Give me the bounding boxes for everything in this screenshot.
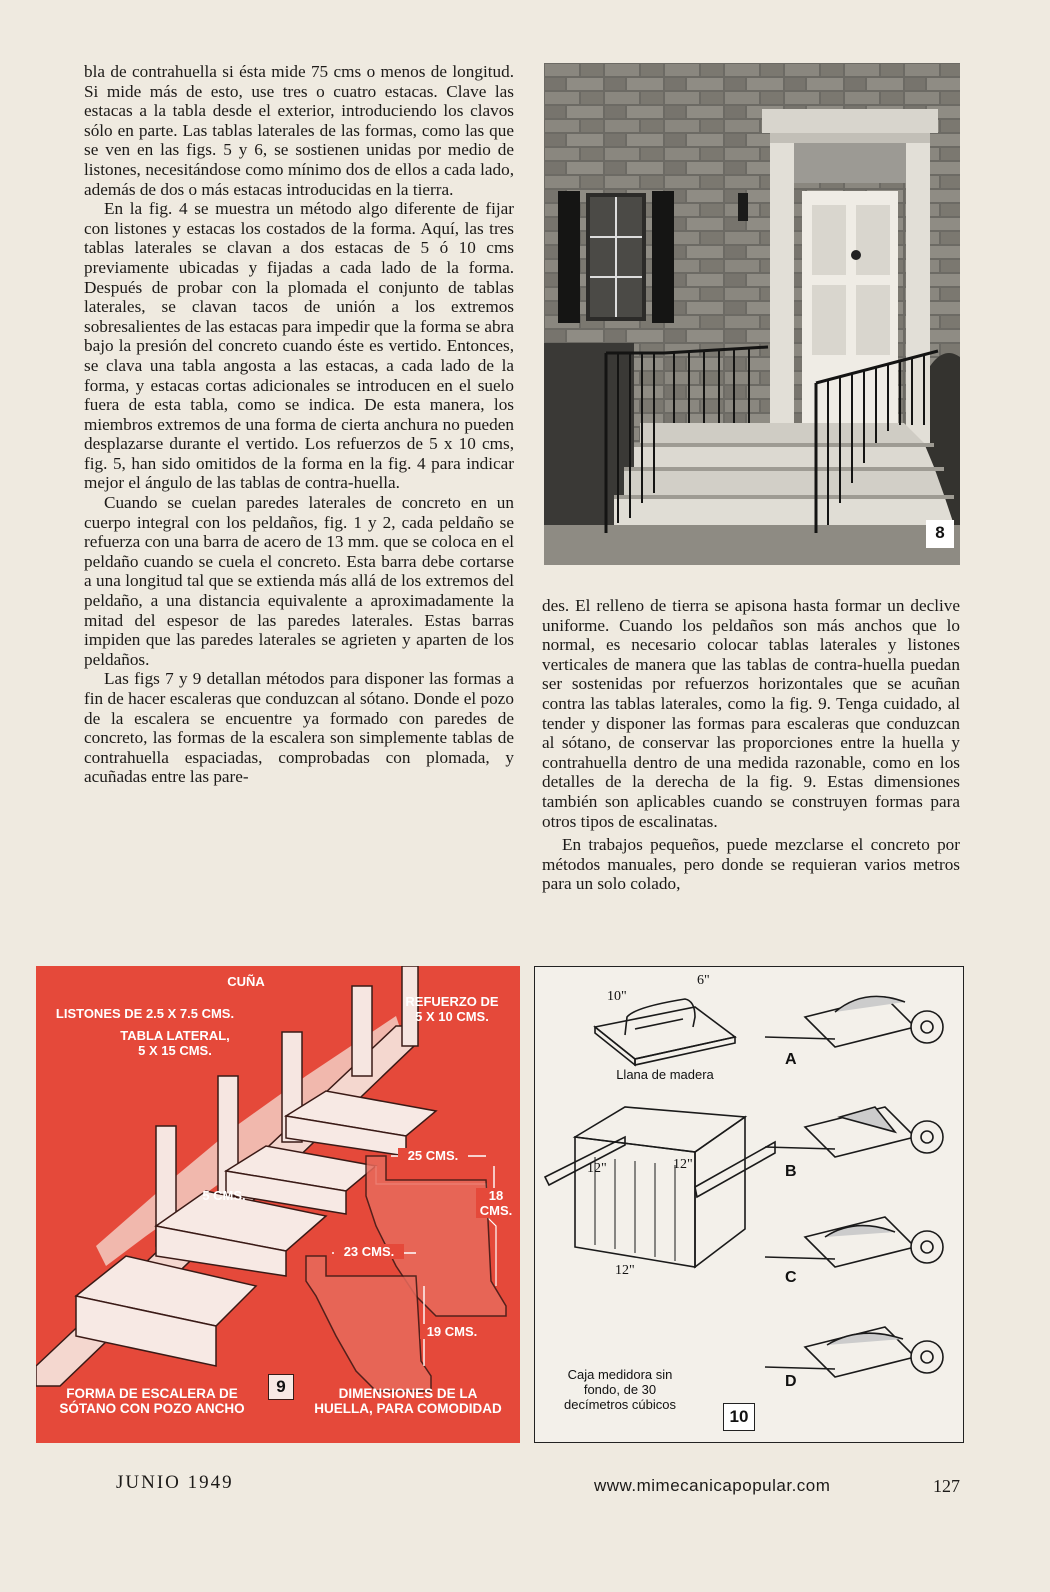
label-25cms: 25 CMS.: [398, 1148, 468, 1163]
label-19cms: 19 CMS.: [420, 1324, 484, 1339]
label-listones: LISTONES DE 2.5 X 7.5 CMS.: [55, 1006, 235, 1021]
figure-9-stair-form: [36, 966, 520, 1443]
paragraph: En la fig. 4 se muestra un método algo diferente de fijar con listones y estacas los costados de la forma. Aquí, las tres tablas laterales se clavan a dos estacas de 5 ó 10 cms previamente ubicadas y fijadas a cada lado de la forma. Después de probar con la plomada el conjunto de tablas laterales, se clavan tacos de unión a los extremos sobresalientes de las estacas para impedir que la forma se abra bajo la presión del concreto cuando éste es vertido. Entonces, se clava una tabla angosta a las estacas, a cada lado de la forma, y estacas cortas adicionales se introducen en el suelo fuera de esta tabla, como se indica. De esta manera, los miembros extremos de una forma de cierta anchura no pueden desplazarse durante el vertido. Los refuerzos de 5 x 10 cms, fig. 5, han sido omitidos de la forma en la fig. 4 para indicar mejor el ángulo de las tablas de contra-huella.: [84, 199, 514, 493]
figure-number: 9: [268, 1374, 294, 1400]
stair-form-drawing: [36, 966, 520, 1443]
page-number: 127: [933, 1476, 960, 1496]
house-steps-illustration: [544, 63, 960, 565]
label-c: C: [785, 1269, 797, 1286]
label-tabla-lateral: TABLA LATERAL, 5 X 15 CMS.: [120, 1028, 230, 1058]
label-cuna: CUÑA: [227, 974, 265, 989]
label-23cms: 23 CMS.: [334, 1244, 404, 1259]
dim-10in: 10": [607, 989, 627, 1004]
label-llana-de-madera: Llana de madera: [616, 1067, 714, 1082]
text-column-left: [84, 62, 514, 787]
figure-number: 8: [926, 520, 954, 548]
paragraph: En trabajos pequeños, puede mezclarse el concreto por métodos manuales, pero donde se requieran varios metros para un solo colado,: [542, 835, 960, 894]
figure-10-tools: [534, 966, 964, 1443]
label-a: A: [785, 1051, 797, 1068]
label-caja-medidora: Caja medidora sin fondo, de 30 decímetros cúbicos: [564, 1367, 676, 1412]
issue-date: JUNIO 1949: [116, 1472, 234, 1493]
dim-12in-left: 12": [587, 1161, 607, 1176]
caption-left: FORMA DE ESCALERA DE SÓTANO CON POZO ANCHO: [59, 1386, 245, 1416]
text-column-right: [542, 596, 960, 894]
dim-12in-height: 12": [615, 1263, 635, 1278]
label-d: D: [785, 1373, 797, 1390]
paragraph: des. El relleno de tierra se apisona hasta formar un declive uniforme. Cuando los peldaños son más anchos que lo normal, es necesario colocar tablas laterales y listones verticales de manera que las tablas de contra-huella puedan ser sostenidas por refuerzos horizontales que se acuñan contra las tablas laterales, como la fig. 9. Tenga cuidado, al tender y disponer las formas para escaleras que conduzcan al sótano, de conservar las proporciones entre la huella y contrahuella dentro de una medida razonable, como en los detalles de la derecha de la fig. 9. Estas dimensiones también son aplicables cuando se construyen formas para otros tipos de escalinatas.: [542, 596, 960, 831]
photo-house-entrance-steps: [544, 63, 960, 565]
website-url[interactable]: www.mimecanicapopular.com: [594, 1476, 831, 1495]
caption-right: DIMENSIONES DE LA HUELLA, PARA COMODIDAD: [314, 1386, 502, 1416]
paragraph: Las figs 7 y 9 detallan métodos para disponer las formas a fin de hacer escaleras que conduzcan al sótano. Donde el pozo de la escalera se encuentre ya formado con paredes de concreto, las formas de la escalera son simplemente tablas de contrahuella espaciadas, comprobadas con plomada, y acuñadas entre las pare-: [84, 669, 514, 787]
figure-number: 10: [723, 1403, 755, 1431]
dim-6in: 6": [697, 973, 710, 988]
paragraph: Cuando se cuelan paredes laterales de concreto en un cuerpo integral con los peldaños, fig. 1 y 2, cada peldaño se refuerza con una barra de acero de 13 mm. que se coloca en el peldaño cuando se cuela el concreto. Esta barra debe cortarse a una longitud tal que se extienda más allá de los extremos del peldaño, a una distancia equivalente a aproximadamente la mitad del espesor de las paredes laterales. Estas barras impiden que las paredes laterales se agrieten y aparten de los peldaños.: [84, 493, 514, 669]
label-refuerzo: REFUERZO DE 5 X 10 CMS.: [405, 994, 499, 1024]
label-b: B: [785, 1163, 797, 1180]
label-18cms: 18 CMS.: [476, 1188, 516, 1218]
paragraph: bla de contrahuella si ésta mide 75 cms o menos de longitud. Si mide más de esto, use tres o cuatro estacas. Clave las estacas a la tabla desde el exterior, introduciendo los clavos sólo en parte. Las tablas laterales de las formas, como las que se ven en las figs. 5 y 6, se sostienen unidas por medio de listones, necesitándose como mínimo dos de ellos a cada lado, además de dos o más estacas introducidas en la tierra.: [84, 62, 514, 199]
label-5cms: 5 CMS.: [202, 1188, 246, 1203]
dim-12in-right: 12": [673, 1157, 693, 1172]
